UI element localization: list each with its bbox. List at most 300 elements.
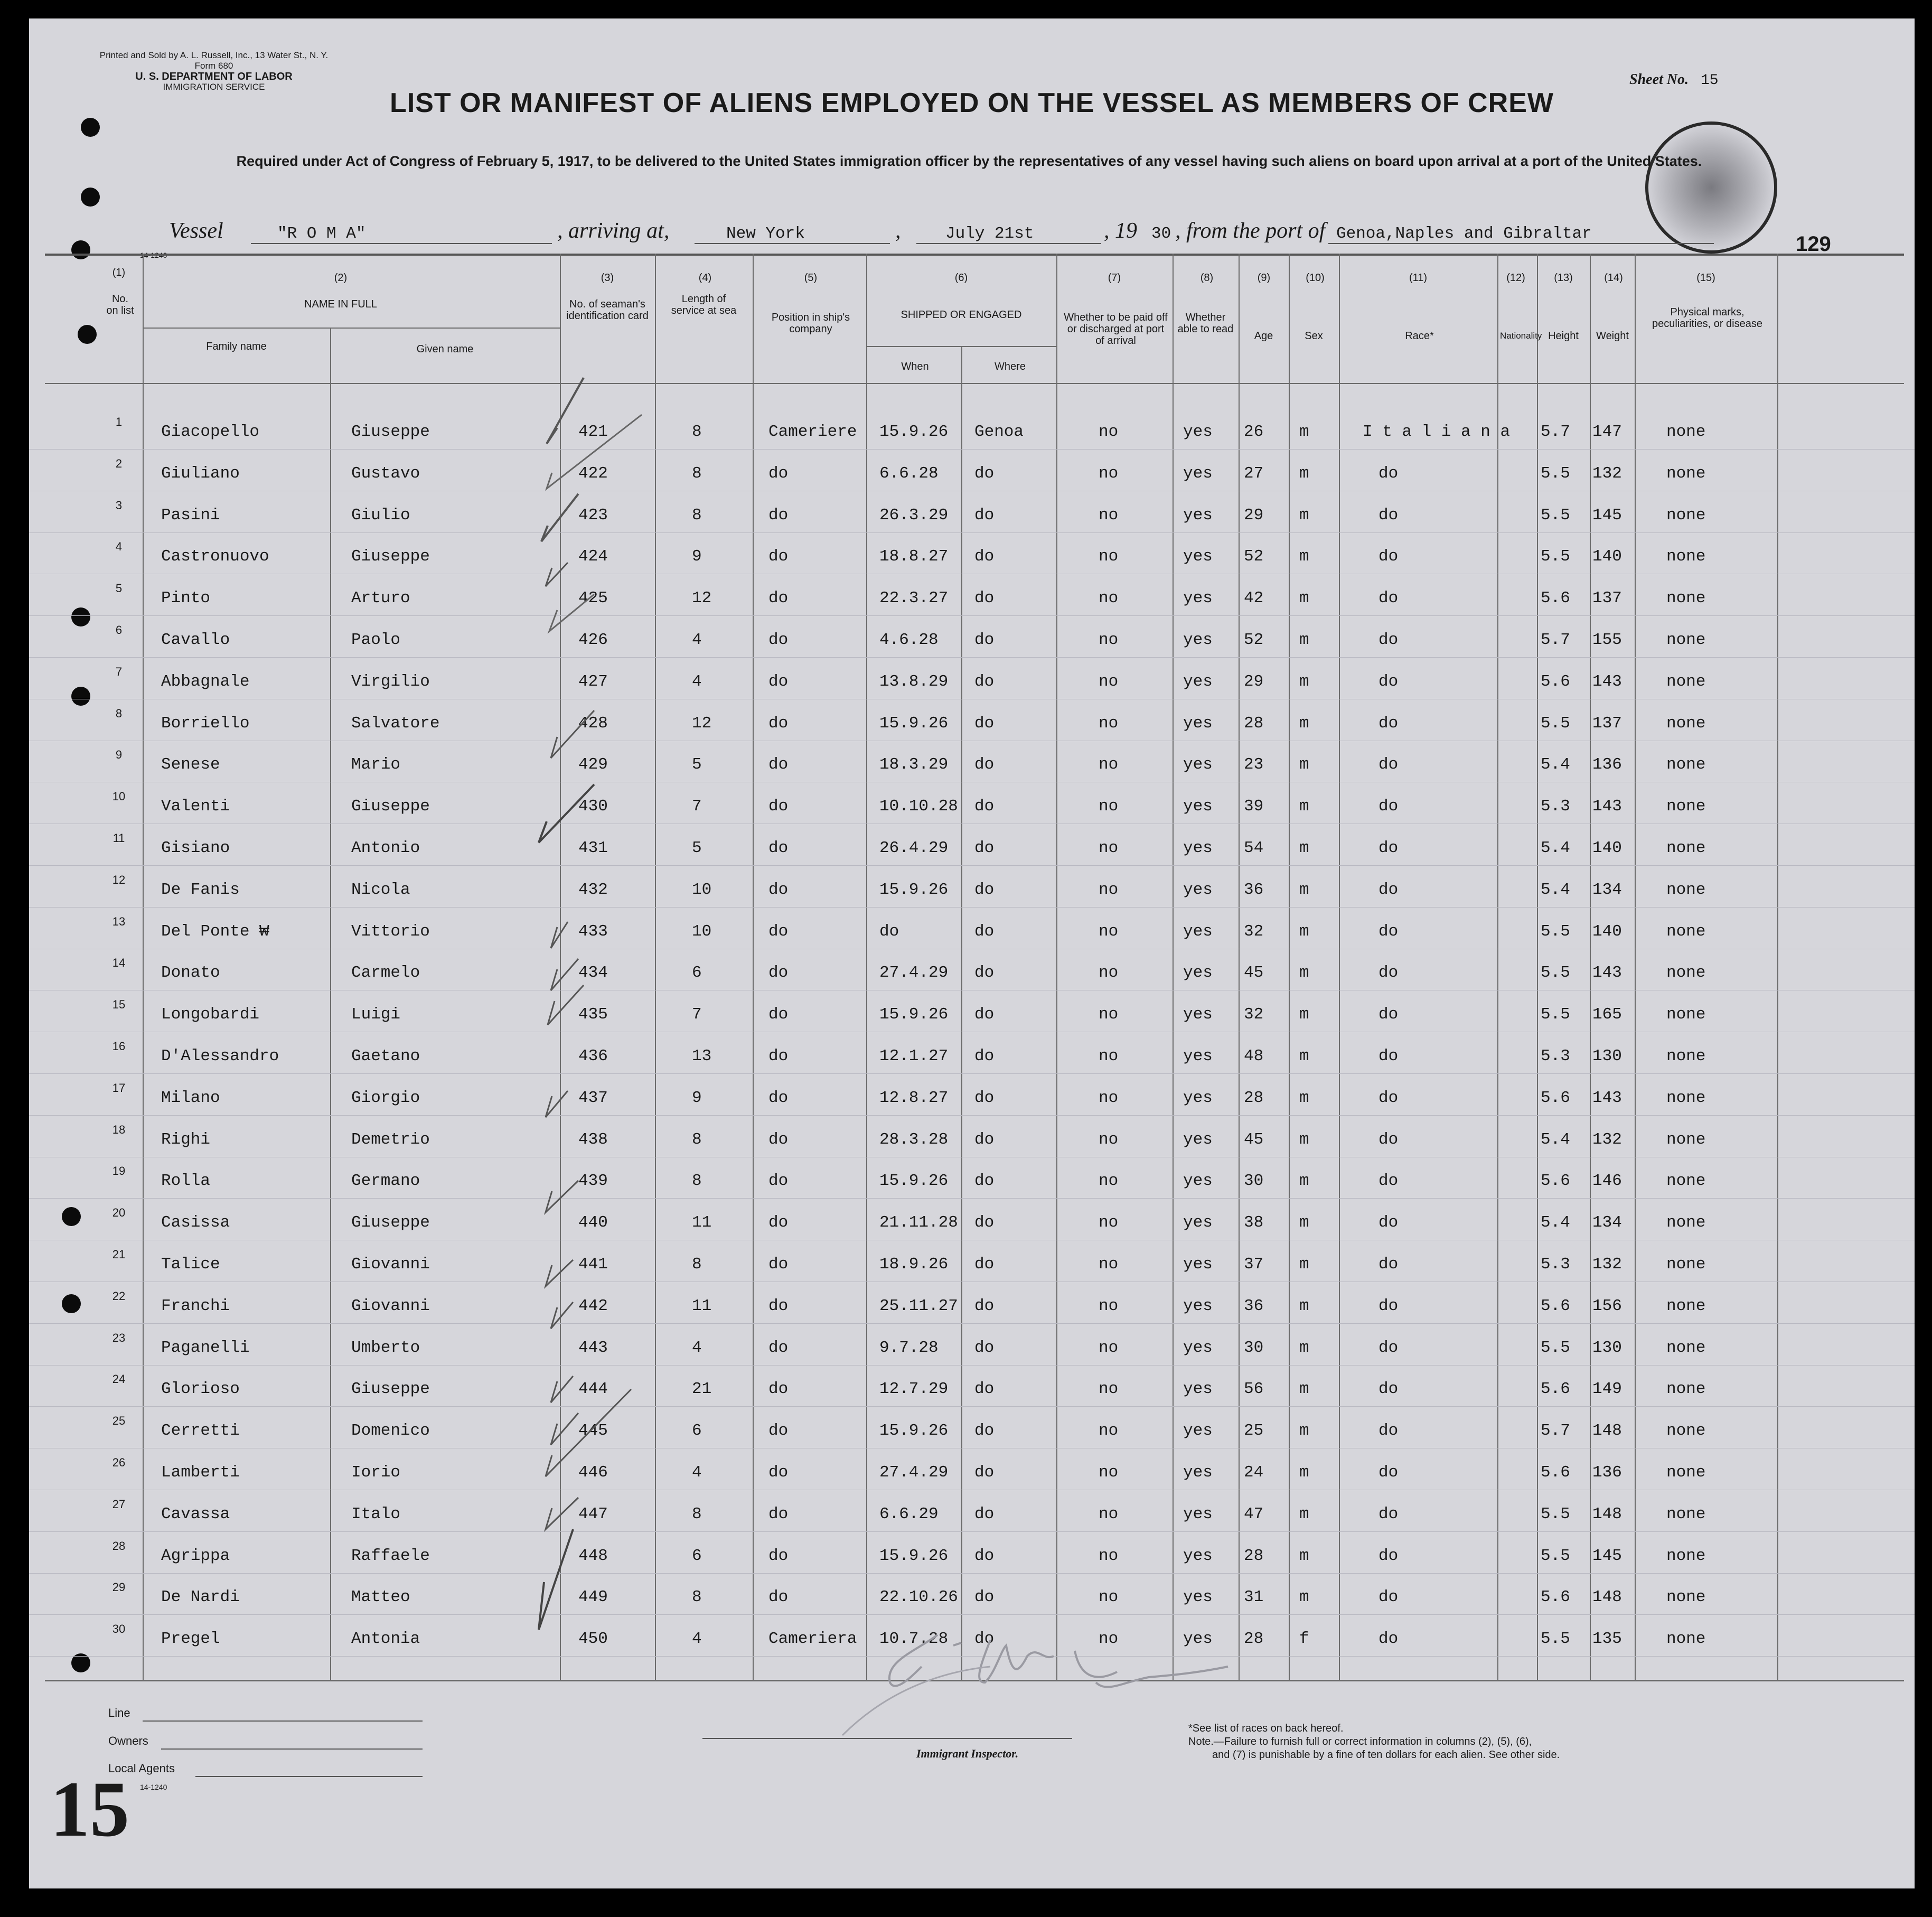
paid-off: no [1099,1088,1119,1107]
age: 29 [1244,506,1264,525]
age: 23 [1244,755,1264,774]
col-num: (6) [954,272,968,284]
service-years: 8 [692,1588,702,1607]
shipped-when: 27.4.29 [879,964,949,983]
service-years: 4 [692,1463,702,1482]
age: 32 [1244,922,1264,941]
able-to-read: yes [1183,797,1213,816]
race: do [1378,1172,1399,1191]
height: 5.3 [1541,1047,1570,1065]
card-number: 437 [578,1088,608,1107]
paid-off: no [1099,880,1119,899]
height: 5.6 [1541,672,1570,691]
family-name: Milano [161,1088,220,1107]
col-num: (11) [1409,272,1428,284]
col-num: (9) [1257,272,1271,284]
age: 48 [1244,1047,1264,1065]
sex: m [1299,922,1309,941]
family-name: Franchi [161,1296,230,1315]
position: do [768,631,789,649]
physical-marks: none [1666,714,1706,733]
printer-line: Printed and Sold by A. L. Russell, Inc., 13 Water St., N. Y. [99,50,329,60]
paid-off: no [1099,1130,1119,1149]
age: 45 [1244,964,1264,983]
sheet-stamp-number: 15 [50,1765,129,1853]
service-years: 21 [692,1380,712,1399]
race: do [1378,922,1399,941]
service-name: IMMIGRATION SERVICE [163,82,265,92]
physical-marks: none [1666,755,1706,774]
service-years: 8 [692,423,702,441]
sex: m [1299,547,1309,566]
physical-marks: none [1666,1422,1706,1441]
col-num: (1) [112,267,126,278]
age: 37 [1244,1255,1264,1274]
card-number: 448 [578,1546,608,1565]
card-number: 431 [578,839,608,857]
shipped-when: 10.7.28 [879,1630,949,1649]
binder-hole [71,240,90,259]
paid-off: no [1099,672,1119,691]
shipped-when: 15.9.26 [879,1005,949,1024]
able-to-read: yes [1183,839,1213,857]
row-number: 12 [112,873,126,886]
paid-off: no [1099,839,1119,857]
height: 5.5 [1541,964,1570,983]
position: do [768,1005,789,1024]
shipped-when: 15.9.26 [879,1546,949,1565]
sex: m [1299,714,1309,733]
family-name: De Nardi [161,1588,240,1607]
shipped-when: 6.6.28 [879,464,939,483]
shipped-where: Genoa [974,423,1024,441]
inspector-check-marks [536,367,673,1645]
race: do [1378,464,1399,483]
given-name: Giuseppe [351,797,430,816]
card-number: 435 [578,1005,608,1024]
col-header-position: Position in ship's company [771,312,850,335]
given-name: Luigi [351,1005,401,1024]
given-name: Domenico [351,1422,430,1441]
sex: m [1299,1338,1309,1357]
col-num: (12) [1506,272,1525,284]
col-header-name: NAME IN FULL [304,298,377,310]
family-name: Borriello [161,714,250,733]
physical-marks: none [1666,797,1706,816]
position: do [768,1130,789,1149]
race: do [1378,1130,1399,1149]
row-number: 28 [112,1539,126,1553]
vessel-name: "R O M A" [277,225,366,243]
row-number: 7 [115,665,123,678]
physical-marks: none [1666,1130,1706,1149]
col-header-read: Whether able to read [1177,312,1234,335]
able-to-read: yes [1183,1546,1213,1565]
height: 5.6 [1541,1463,1570,1482]
race: do [1378,589,1399,608]
shipped-when: 15.9.26 [879,714,949,733]
sex: m [1299,1588,1309,1607]
card-number: 422 [578,464,608,483]
family-name: D'Alessandro [161,1047,279,1065]
position: do [768,839,789,857]
family-name: Castronuovo [161,547,269,566]
card-number: 433 [578,922,608,941]
height: 5.4 [1541,1130,1570,1149]
age: 56 [1244,1380,1264,1399]
service-years: 11 [692,1213,712,1232]
inspector-label: Immigrant Inspector. [916,1747,1019,1760]
binder-hole [71,687,90,706]
position: do [768,1463,789,1482]
shipped-where: do [974,1504,995,1523]
weight: 155 [1592,631,1622,649]
paid-off: no [1099,464,1119,483]
service-years: 9 [692,547,702,566]
race: do [1378,1504,1399,1523]
weight: 147 [1592,423,1622,441]
card-number: 442 [578,1296,608,1315]
from-label: , from the port of [1175,219,1326,243]
paid-off: no [1099,1588,1119,1607]
shipped-when: 15.9.26 [879,1422,949,1441]
race: do [1378,1005,1399,1024]
row-number: 2 [115,456,123,470]
sex: m [1299,589,1309,608]
physical-marks: none [1666,1172,1706,1191]
age: 24 [1244,1463,1264,1482]
race: do [1378,1213,1399,1232]
weight: 165 [1592,1005,1622,1024]
race: do [1378,797,1399,816]
card-number: 434 [578,964,608,983]
shipped-when: 28.3.28 [879,1130,949,1149]
service-years: 7 [692,797,702,816]
given-name: Antonia [351,1630,420,1649]
age: 52 [1244,631,1264,649]
shipped-where: do [974,1255,995,1274]
service-years: 4 [692,1338,702,1357]
shipped-when: 13.8.29 [879,672,949,691]
row-number: 9 [115,748,123,762]
department-name: U. S. DEPARTMENT OF LABOR [135,71,293,82]
given-name: Iorio [351,1463,401,1482]
family-name: Gisiano [161,839,230,857]
row-number: 6 [115,623,123,637]
row-number: 27 [112,1497,126,1511]
physical-marks: none [1666,506,1706,525]
shipped-when: 6.6.29 [879,1504,939,1523]
col-header-race: Race* [1405,330,1434,342]
col-header-given: Given name [416,343,474,355]
shipped-where: do [974,964,995,983]
paid-off: no [1099,1255,1119,1274]
able-to-read: yes [1183,423,1213,441]
able-to-read: yes [1183,755,1213,774]
row-rule [29,1531,1915,1532]
row-number: 20 [112,1206,126,1220]
position: do [768,1047,789,1065]
shipped-when: 12.7.29 [879,1380,949,1399]
page-subtitle: Required under Act of Congress of February 5, 1917, to be delivered to the United States immigration officer by the representatives of any vessel having such aliens on board upon arrival at a port of the United States. [236,153,1702,169]
card-number: 441 [578,1255,608,1274]
able-to-read: yes [1183,964,1213,983]
weight: 136 [1592,1463,1622,1482]
physical-marks: none [1666,1380,1706,1399]
height: 5.5 [1541,922,1570,941]
paid-off: no [1099,1172,1119,1191]
race: do [1378,547,1399,566]
given-name: Carmelo [351,964,420,983]
family-name: Del Ponte ₩ [161,922,269,941]
weight: 130 [1592,1047,1622,1065]
row-number: 26 [112,1456,126,1469]
able-to-read: yes [1183,1296,1213,1315]
paid-off: no [1099,1296,1119,1315]
shipped-when: 15.9.26 [879,880,949,899]
family-name: Agrippa [161,1546,230,1565]
weight: 143 [1592,1088,1622,1107]
from-port: Genoa,Naples and Gibraltar [1336,225,1592,243]
shipped-where: do [974,1047,995,1065]
able-to-read: yes [1183,1130,1213,1149]
height: 5.5 [1541,506,1570,525]
able-to-read: yes [1183,1047,1213,1065]
height: 5.6 [1541,1380,1570,1399]
shipped-where: do [974,1463,995,1482]
physical-marks: none [1666,672,1706,691]
card-number: 450 [578,1630,608,1649]
sex: m [1299,1213,1309,1232]
paid-off: no [1099,547,1119,566]
weight: 146 [1592,1172,1622,1191]
paid-off: no [1099,1546,1119,1565]
given-name: Raffaele [351,1546,430,1565]
row-number: 15 [112,998,126,1012]
paid-off: no [1099,1005,1119,1024]
row-rule [29,615,1915,616]
physical-marks: none [1666,1504,1706,1523]
margin-number: 129 [1796,232,1831,256]
paid-off: no [1099,589,1119,608]
position: do [768,1213,789,1232]
shipped-where: do [974,506,995,525]
service-years: 11 [692,1296,712,1315]
family-name: Longobardi [161,1005,260,1024]
race-footnote: *See list of races on back hereof. [1188,1723,1344,1734]
sex: m [1299,797,1309,816]
family-name: Glorioso [161,1380,240,1399]
paid-off: no [1099,423,1119,441]
card-number: 424 [578,547,608,566]
position: do [768,464,789,483]
weight: 137 [1592,714,1622,733]
height: 5.4 [1541,755,1570,774]
weight: 145 [1592,506,1622,525]
height: 5.5 [1541,547,1570,566]
page-title: LIST OR MANIFEST OF ALIENS EMPLOYED ON THE VESSEL AS MEMBERS OF CREW [390,88,1554,118]
sex: m [1299,1255,1309,1274]
physical-marks: none [1666,1213,1706,1232]
position: do [768,547,789,566]
shipped-where: do [974,672,995,691]
height: 5.5 [1541,1504,1570,1523]
service-years: 4 [692,672,702,691]
year-label: , 19 [1104,219,1137,243]
shipped-where: do [974,797,995,816]
paid-off: no [1099,1630,1119,1649]
position: do [768,1296,789,1315]
physical-marks: none [1666,1546,1706,1565]
age: 28 [1244,1630,1264,1649]
shipped-where: do [974,589,995,608]
physical-marks: none [1666,964,1706,983]
position: do [768,714,789,733]
col-num: (5) [804,272,818,284]
row-rule [29,1323,1915,1324]
given-name: Umberto [351,1338,420,1357]
physical-marks: none [1666,839,1706,857]
race: do [1378,1255,1399,1274]
height: 5.3 [1541,1255,1570,1274]
family-name: De Fanis [161,880,240,899]
shipped-where: do [974,1130,995,1149]
shipped-where: do [974,631,995,649]
race: do [1378,1380,1399,1399]
service-years: 4 [692,1630,702,1649]
row-rule [29,907,1915,908]
race: do [1378,1463,1399,1482]
position: do [768,672,789,691]
shipped-when: 15.9.26 [879,1172,949,1191]
weight: 132 [1592,1255,1622,1274]
col-header-shipped: SHIPPED OR ENGAGED [901,309,1022,321]
paid-off: no [1099,506,1119,525]
service-years: 8 [692,1504,702,1523]
position: do [768,1380,789,1399]
race: do [1378,1088,1399,1107]
row-rule [29,1406,1915,1407]
shipped-where: do [974,1172,995,1191]
given-name: Germano [351,1172,420,1191]
service-years: 8 [692,1255,702,1274]
service-years: 5 [692,839,702,857]
service-years: 7 [692,1005,702,1024]
race: do [1378,1422,1399,1441]
family-name: Abbagnale [161,672,250,691]
row-number: 19 [112,1164,126,1178]
sex: m [1299,464,1309,483]
race: do [1378,506,1399,525]
weight: 140 [1592,922,1622,941]
race: do [1378,631,1399,649]
col-num: (13) [1554,272,1573,284]
age: 26 [1244,423,1264,441]
shipped-where: do [974,880,995,899]
given-name: Nicola [351,880,410,899]
given-name: Giuseppe [351,423,430,441]
family-name: Lamberti [161,1463,240,1482]
card-number: 426 [578,631,608,649]
weight: 134 [1592,880,1622,899]
row-number: 13 [112,914,126,928]
race: do [1378,1338,1399,1357]
weight: 143 [1592,672,1622,691]
able-to-read: yes [1183,547,1213,566]
shipped-when: 4.6.28 [879,631,939,649]
position: do [768,964,789,983]
row-number: 22 [112,1289,126,1303]
able-to-read: yes [1183,1422,1213,1441]
family-name: Cavallo [161,631,230,649]
col-num: (15) [1696,272,1715,284]
row-number: 11 [112,831,125,845]
given-name: Gustavo [351,464,420,483]
shipped-where: do [974,839,995,857]
weight: 145 [1592,1546,1622,1565]
physical-marks: none [1666,631,1706,649]
race: do [1378,714,1399,733]
height: 5.6 [1541,1088,1570,1107]
able-to-read: yes [1183,922,1213,941]
card-number: 438 [578,1130,608,1149]
position: Cameriere [768,423,857,441]
footer-owners-label: Owners [108,1734,148,1747]
given-name: Vittorio [351,922,430,941]
position: do [768,797,789,816]
row-rule [29,1115,1915,1116]
sex: m [1299,1504,1309,1523]
height: 5.6 [1541,589,1570,608]
race: do [1378,1546,1399,1565]
given-name: Giuseppe [351,1380,430,1399]
shipped-when: 18.9.26 [879,1255,949,1274]
race: do [1378,880,1399,899]
given-name: Virgilio [351,672,430,691]
service-years: 12 [692,714,712,733]
paid-off: no [1099,922,1119,941]
shipped-when: 10.10.28 [879,797,958,816]
footer-agents-label: Local Agents [108,1762,175,1775]
shipped-when: 22.10.26 [879,1588,958,1607]
row-number: 17 [112,1081,126,1095]
card-number: 425 [578,589,608,608]
sex: m [1299,672,1309,691]
col-header-nationality: Nationality [1500,331,1542,341]
age: 39 [1244,797,1264,816]
given-name: Arturo [351,589,410,608]
given-name: Giorgio [351,1088,420,1107]
age: 54 [1244,839,1264,857]
col-num: (4) [698,272,712,284]
given-name: Demetrio [351,1130,430,1149]
physical-marks: none [1666,1296,1706,1315]
service-years: 8 [692,464,702,483]
binder-hole [71,607,90,626]
arriving-label: , arriving at, [557,219,670,243]
age: 42 [1244,589,1264,608]
able-to-read: yes [1183,1255,1213,1274]
row-rule [29,449,1915,450]
col-header-where: Where [995,361,1026,372]
position: do [768,1172,789,1191]
age: 28 [1244,1546,1264,1565]
col-header-marks: Physical marks, peculiarities, or disease [1652,306,1762,330]
service-years: 4 [692,631,702,649]
shipped-when: 26.4.29 [879,839,949,857]
position: do [768,589,789,608]
card-number: 423 [578,506,608,525]
